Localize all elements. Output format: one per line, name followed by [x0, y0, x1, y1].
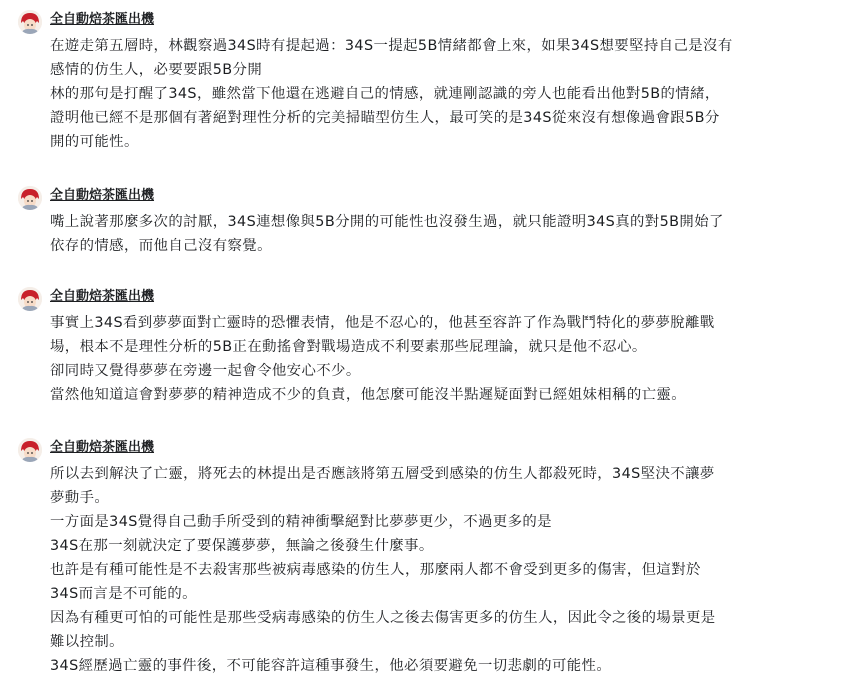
- comment-line: 感情的仿生人，必要要跟5B分開: [50, 62, 263, 78]
- comment-line: 因為有種更可怕的可能性是那些受病毒感染的仿生人之後去傷害更多的仿生人，因此令之後的場景更是: [50, 610, 716, 626]
- comment-line: 依存的情感，而他自己沒有察覺。: [50, 238, 272, 254]
- comment-body: [50, 210, 842, 258]
- comment-line: 開的可能性。: [50, 134, 139, 150]
- avatar[interactable]: [18, 10, 42, 34]
- comment-line: 嘴上說著那麼多次的討厭，34S連想像與5B分開的可能性也沒發生過，就只能證明34S真的對5B開始了: [50, 214, 724, 230]
- avatar[interactable]: [18, 438, 42, 462]
- comment-line: 一方面是34S覺得自己動手所受到的精神衝擊絕對比夢夢更少，不過更多的是: [50, 514, 552, 530]
- avatar[interactable]: [18, 186, 42, 210]
- comment-author[interactable]: 全自動焙茶匯出機: [50, 12, 155, 27]
- comment-body: [50, 311, 842, 407]
- comment-line: 夢動手。: [50, 490, 110, 506]
- avatar-icon: [18, 186, 42, 210]
- comment-line: 34S在那一刻就決定了要保護夢夢，無論之後發生什麼事。: [50, 538, 434, 554]
- comment-line: 在遊走第五層時，林觀察過34S時有提起過：34S一提起5B情緒都會上來，如果34S想要堅持自己是沒有: [50, 38, 733, 54]
- comment-line: 證明他已經不是那個有著絕對理性分析的完美掃瞄型仿生人，最可笑的是34S從來沒有想像過會跟5B分: [50, 110, 720, 126]
- comment-line: 所以去到解決了亡靈，將死去的林提出是否應該將第五層受到感染的仿生人都殺死時，34S堅決不讓夢: [50, 466, 715, 482]
- comment-line: 事實上34S看到夢夢面對亡靈時的恐懼表情，他是不忍心的，他甚至容許了作為戰鬥特化的夢夢脫離戰: [50, 315, 715, 331]
- comment-line: 難以控制。: [50, 634, 124, 650]
- comment-body: [50, 34, 842, 154]
- comment-line: 34S經歷過亡靈的事件後，不可能容許這種事發生，他必須要避免一切悲劇的可能性。: [50, 658, 612, 674]
- avatar-icon: [18, 287, 42, 311]
- avatar[interactable]: [18, 287, 42, 311]
- comment-line: 當然他知道這會對夢夢的精神造成不少的負責，他怎麼可能沒半點遲疑面對已經姐妹相稱的亡靈。: [50, 387, 686, 403]
- comment-author[interactable]: 全自動焙茶匯出機: [50, 289, 155, 304]
- comment-author[interactable]: 全自動焙茶匯出機: [50, 440, 155, 455]
- avatar-icon: [18, 10, 42, 34]
- comment-line: 卻同時又覺得夢夢在旁邊一起會令他安心不少。: [50, 363, 361, 379]
- comment-line: 場，根本不是理性分析的5B正在動搖會對戰場造成不利要素那些屁理論，就只是他不忍心。: [50, 339, 647, 355]
- comment-author[interactable]: 全自動焙茶匯出機: [50, 188, 155, 203]
- comment-line: 林的那句是打醒了34S，雖然當下他還在逃避自己的情感，就連剛認識的旁人也能看出他對5B的情緒，: [50, 86, 720, 102]
- avatar-icon: [18, 438, 42, 462]
- comment-line: 34S而言是不可能的。: [50, 586, 197, 602]
- comment-line: 也許是有種可能性是不去殺害那些被病毒感染的仿生人，那麼兩人都不會受到更多的傷害，但這對於: [50, 562, 701, 578]
- comment-body: [50, 462, 842, 678]
